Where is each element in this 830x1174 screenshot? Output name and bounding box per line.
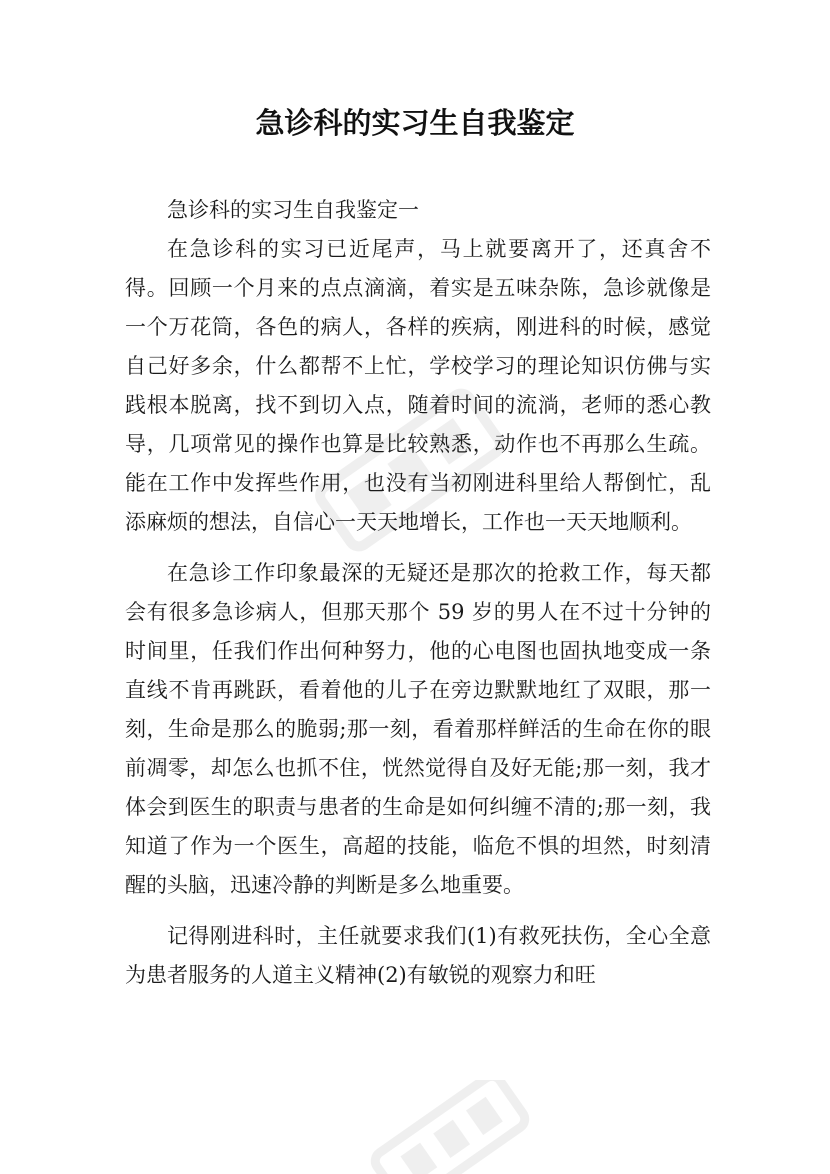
paragraph: 记得刚进科时，主任就要求我们(1)有救死扶伤，全心全意为患者服务的人道主义精神(2)有敏锐的观察力和旺 xyxy=(125,924,711,987)
paragraph: 在急诊工作印象最深的无疑还是那次的抢救工作，每天都会有很多急诊病人，但那天那个 59 岁的男人在不过十分钟的时间里，任我们作出何种努力，他的心电图也固执地变成一条直线不肯再跳跃，看着他的儿子在旁边默默地红了双眼，那一刻，生命是那么的脆弱;那一刻，看着那样鲜活的生命在你的眼前凋零，却怎么也抓不住，恍然觉得自及好无能;那一刻，我才体会到医生的职责与患者的生命是如何纠缠不清的;那一刻，我知道了作为一个医生，高超的技能，临危不惧的坦然，时刻清醒的头脑，迅速冷静的判断是多么地重要。 xyxy=(125,561,711,897)
watermark-seal-icon xyxy=(360,1080,540,1174)
document-body xyxy=(125,191,711,995)
section-heading: 急诊科的实习生自我鉴定一 xyxy=(167,198,419,222)
paragraph: 在急诊科的实习已近尾声，马上就要离开了，还真舍不得。回顾一个月来的点点滴滴，着实是五味杂陈，急诊就像是一个万花筒，各色的病人，各样的疾病，刚进科的时候，感觉自己好多余，什么都帮不上忙，学校学习的理论知识仿佛与实践根本脱离，找不到切入点，随着时间的流淌，老师的悉心教导，几项常见的操作也算是比较熟悉，动作也不再那么生疏。能在工作中发挥些作用，也没有当初刚进科里给人帮倒忙，乱添麻烦的想法，自信心一天天地增长，工作也一天天地顺利。 xyxy=(125,237,711,534)
page-title: 急诊科的实习生自我鉴定 xyxy=(255,106,575,140)
